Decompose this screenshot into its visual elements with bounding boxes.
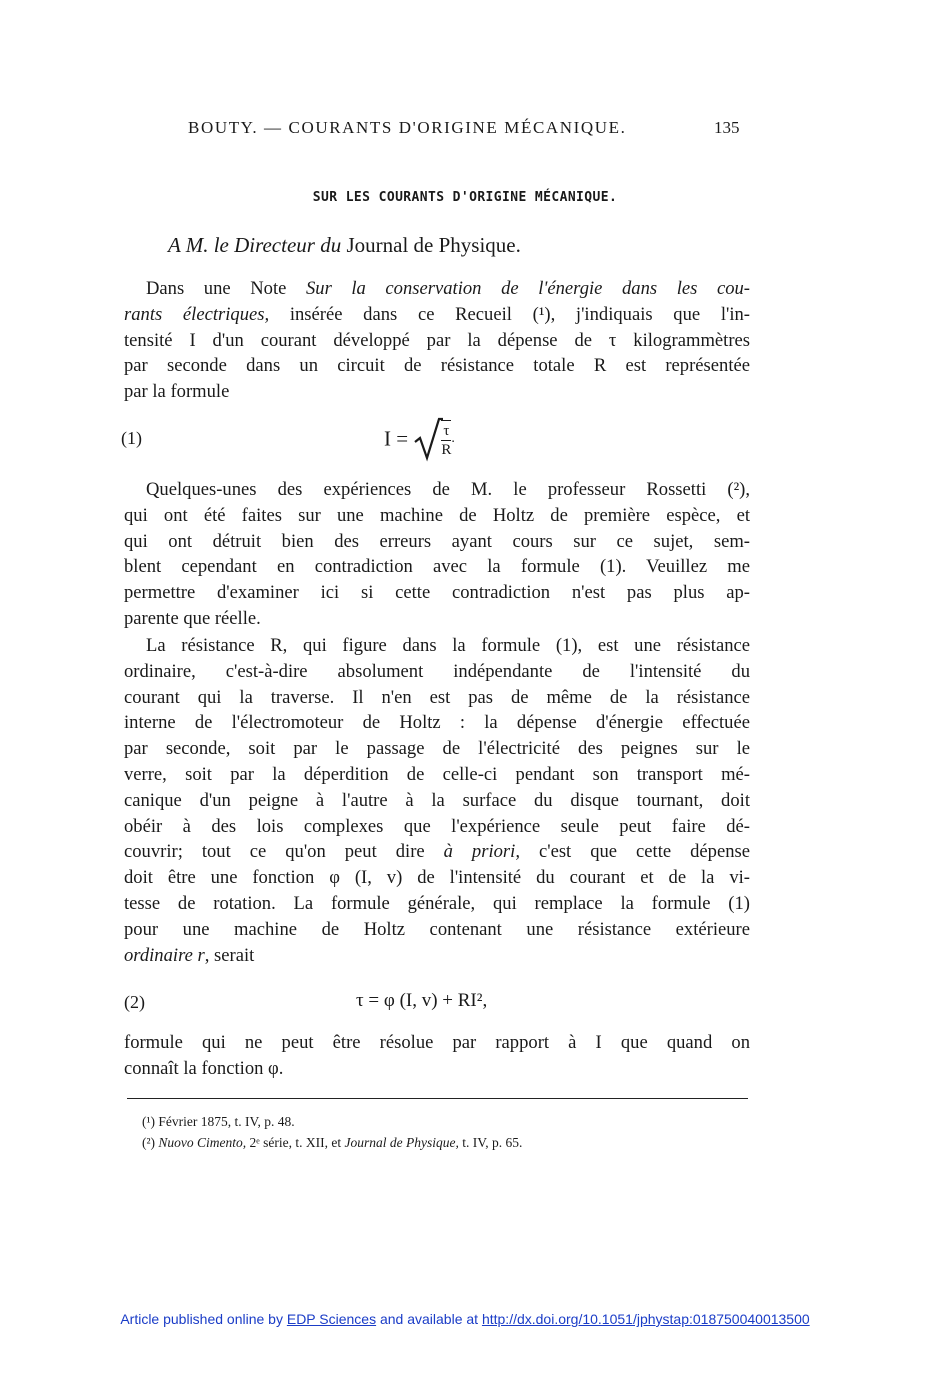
publication-footer: [0, 1311, 930, 1327]
equation-number-1: (1): [121, 428, 142, 448]
salutation: [168, 233, 521, 258]
text-line: tesse de rotation. La formule générale, qui remplace la formule (1): [124, 892, 750, 914]
equation-1-end: .: [451, 431, 455, 446]
text-line: formule qui ne peut être résolue par rapport à I que quand on: [124, 1032, 750, 1053]
text-line: ordinaire r, serait: [124, 944, 255, 966]
text-line: obéir à des lois complexes que l'expérience seule peut faire dé-: [124, 815, 750, 837]
fraction: [441, 420, 451, 458]
fraction-denominator: R: [441, 442, 452, 458]
text-line: doit être une fonction φ (I, v) de l'intensité du courant et de la vi-: [124, 867, 750, 889]
text-line: tensité I d'un courant développé par la dépense de τ kilogrammètres: [124, 329, 750, 351]
text-line: La résistance R, qui figure dans la formule (1), est une résistance: [146, 635, 750, 656]
footnote-1: (¹) Février 1875, t. IV, p. 48.: [142, 1114, 295, 1129]
text-line: Dans une Note Sur la conservation de l'énergie dans les cou-: [146, 278, 750, 299]
text-line: par seconde, soit par le passage de l'électricité des peignes sur le: [124, 738, 750, 760]
paragraph-3: [124, 633, 750, 968]
footer-middle: and available at: [376, 1311, 482, 1327]
doi-link[interactable]: http://dx.doi.org/10.1051/jphystap:018750040013500: [481, 1311, 810, 1327]
text-line: Quelques-unes des expériences de M. le professeur Rossetti (²),: [146, 479, 750, 500]
text-line: ordinaire, c'est-à-dire absolument indépendante de l'intensité du: [124, 660, 750, 682]
text-line: canique d'un peigne à l'autre à la surface du disque tournant, doit: [124, 789, 750, 811]
text-line: blent cependant en contradiction avec la formule (1). Veuillez me: [124, 556, 750, 578]
footnote-2: (²) Nuovo Cimento, 2ᵉ série, t. XII, et Journal de Physique, t. IV, p. 65.: [142, 1135, 523, 1150]
fraction-numerator: τ: [443, 423, 450, 439]
equation-1: [384, 416, 455, 462]
text-line: permettre d'examiner ici si cette contradiction n'est pas plus ap-: [124, 582, 750, 604]
page-number: 135: [714, 118, 740, 137]
text-line: interne de l'électromoteur de Holtz : la dépense d'énergie effectuée: [124, 712, 750, 734]
article-title: SUR LES COURANTS D'ORIGINE MÉCANIQUE.: [312, 190, 618, 205]
text-line: par la formule: [124, 381, 230, 403]
square-root-icon: [413, 416, 443, 462]
text-line: parente que réelle.: [124, 607, 261, 629]
text-line: par seconde dans un circuit de résistance totale R est représentée: [124, 355, 750, 377]
equation-2: τ = φ (I, v) + RI²,: [356, 990, 488, 1011]
paragraph-2: [124, 477, 750, 632]
text-line: pour une machine de Holtz contenant une résistance extérieure: [124, 918, 750, 940]
salutation-italic: A M. le Directeur du: [168, 233, 342, 257]
publisher-link[interactable]: EDP Sciences: [286, 1311, 377, 1327]
paragraph-1: [124, 276, 750, 405]
footnote-rule: [127, 1098, 748, 1099]
text-line: courant qui la traverse. Il n'en est pas de même de la résistance: [124, 686, 750, 708]
equation-1-lhs: I =: [384, 426, 409, 451]
text-line: qui ont été faites sur une machine de Holtz de première espèce, et: [124, 504, 750, 526]
salutation-journal: Journal de Physique.: [346, 233, 521, 257]
text-line: rants électriques, insérée dans ce Recueil (¹), j'indiquais que l'in-: [124, 303, 751, 325]
footer-prefix: Article published online by: [120, 1311, 287, 1327]
paragraph-4: [124, 1030, 750, 1082]
equation-number-2: (2): [124, 992, 145, 1012]
text-line: qui ont détruit bien des erreurs ayant cours sur ce sujet, sem-: [124, 530, 750, 552]
text-line: verre, soit par la déperdition de celle-ci pendant son transport mé-: [124, 763, 750, 785]
running-title: BOUTY. — COURANTS D'ORIGINE MÉCANIQUE.: [188, 118, 627, 137]
text-line: connaît la fonction φ.: [124, 1057, 284, 1079]
text-line: couvrir; tout ce qu'on peut dire à priori, c'est que cette dépense: [124, 841, 750, 863]
